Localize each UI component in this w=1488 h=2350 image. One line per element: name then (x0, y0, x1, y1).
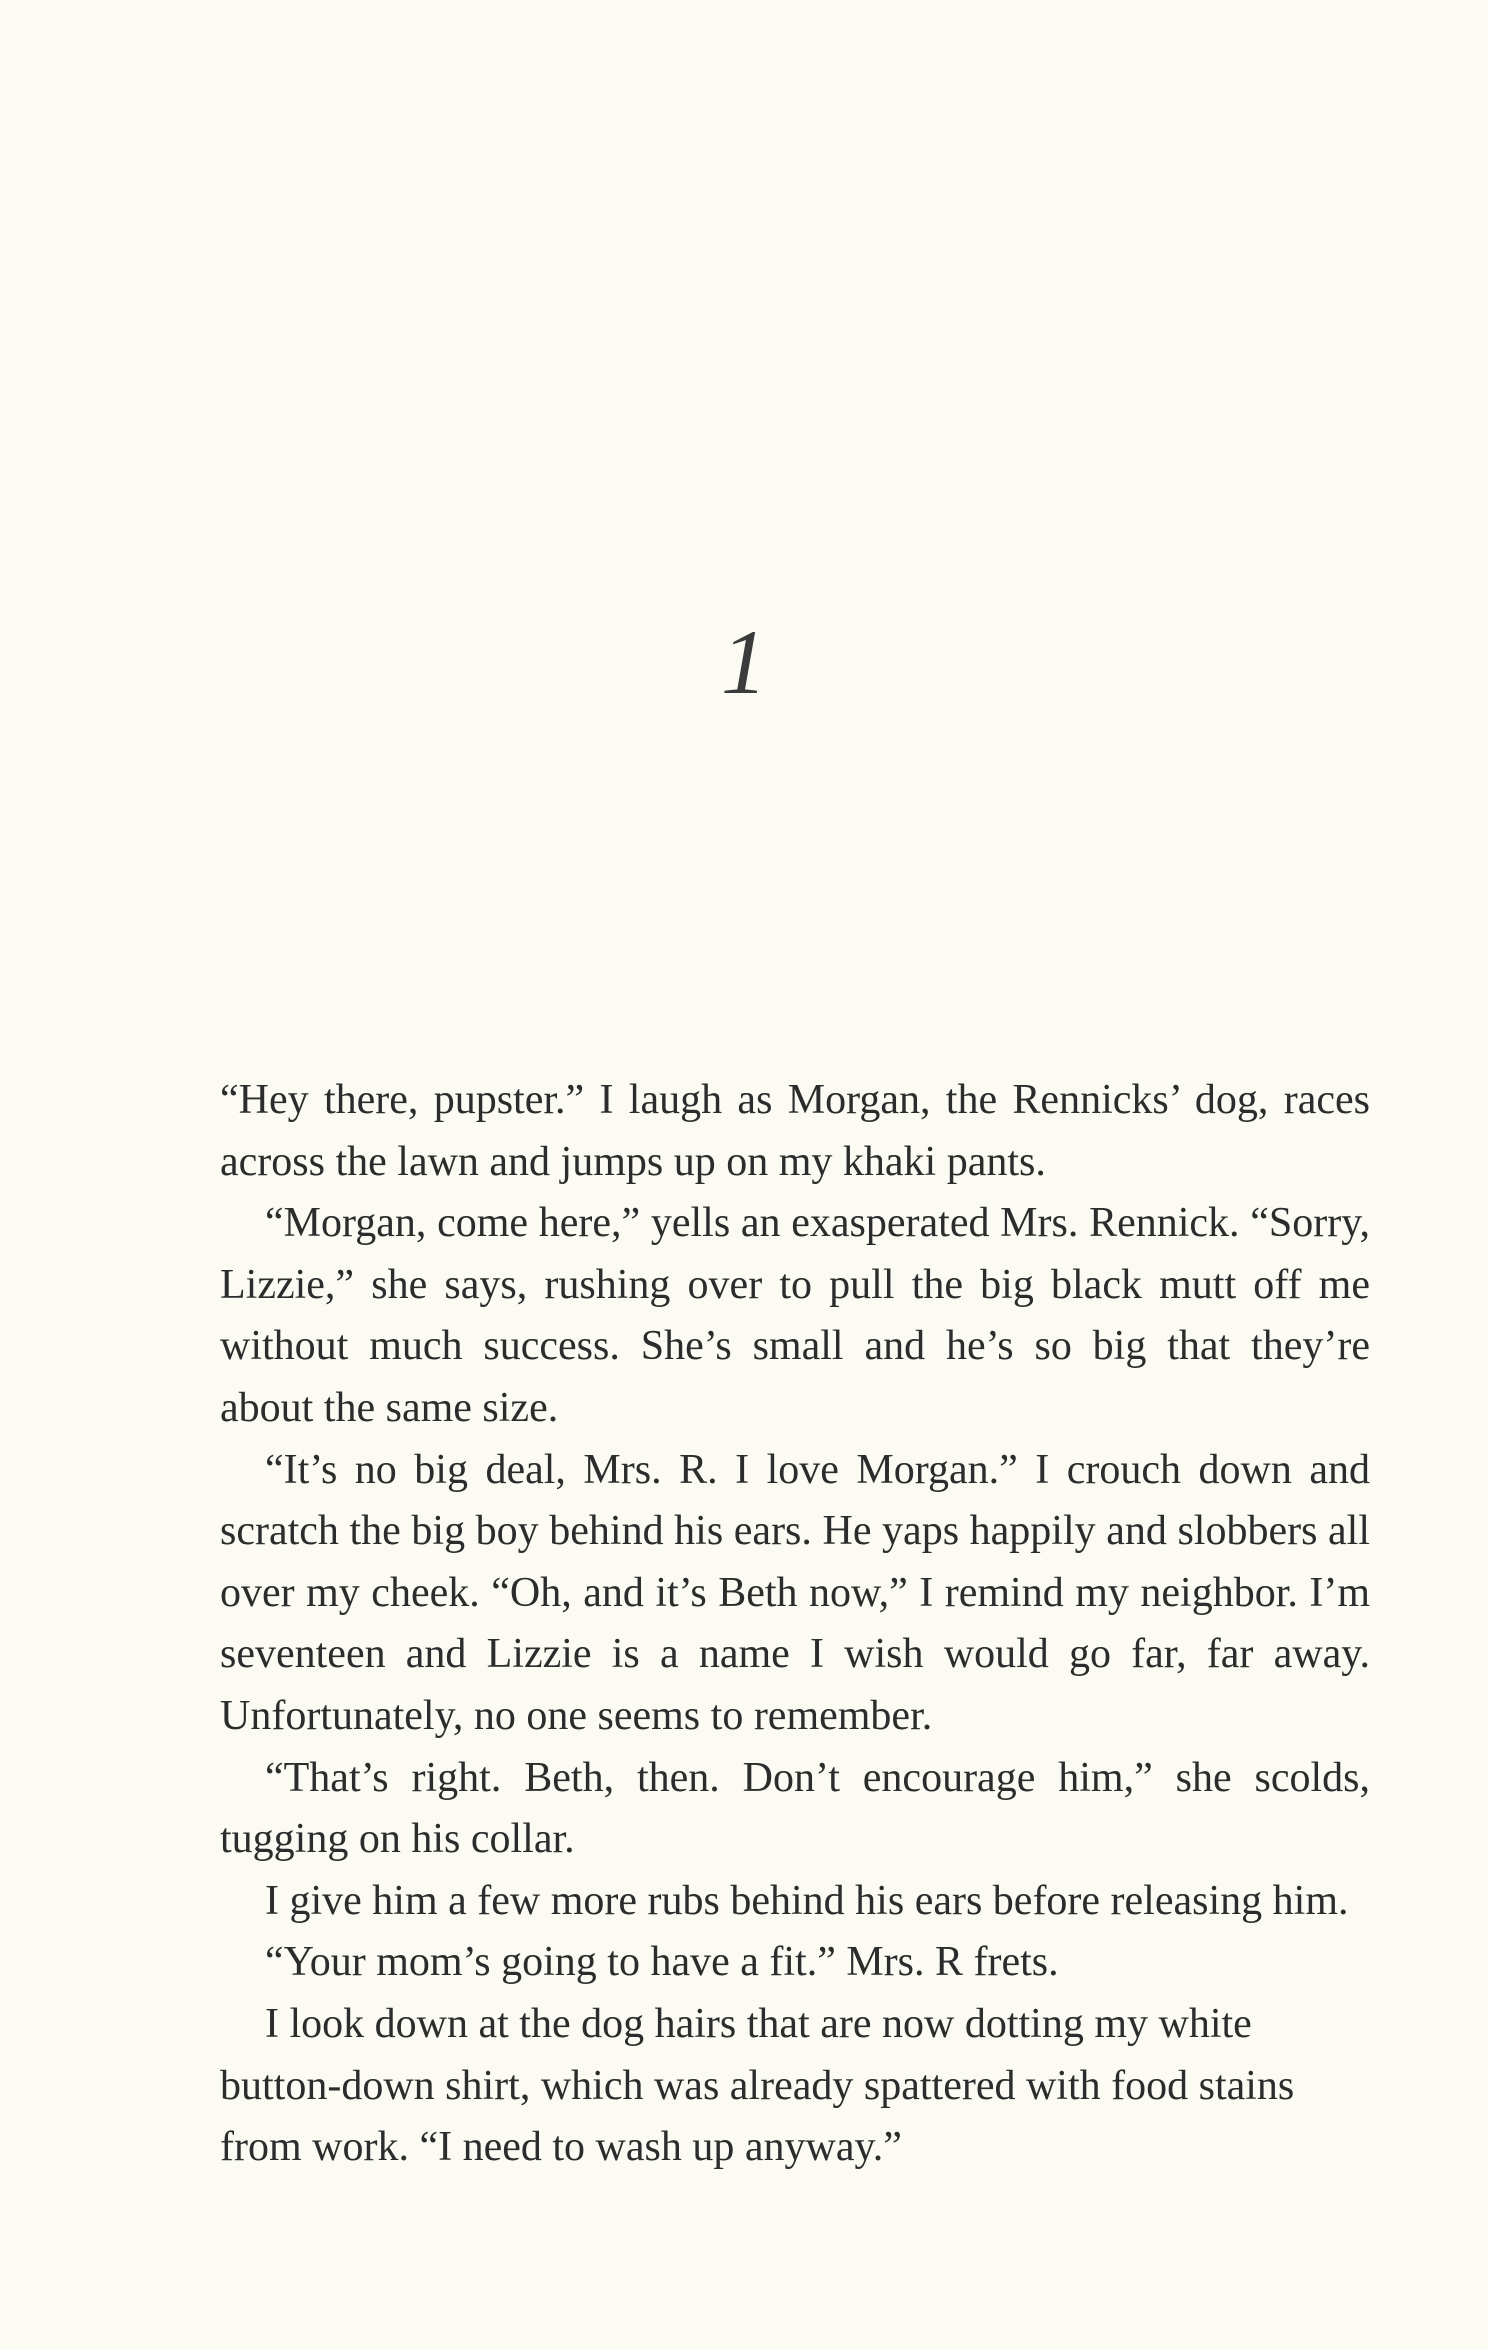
paragraph-3: “It’s no big deal, Mrs. R. I love Morgan.” I crouch down and scratch the big boy behind his ears. He yaps happily and slobbers all over my cheek. “Oh, and it’s Beth now,” I remind my neighbor. I’m seventeen and Lizzie is a name I wish would go far, far away. Unfortunately, no one seems to remember. (220, 1446, 1370, 1739)
paragraph-1: “Hey there, pupster.” I laugh as Morgan, the Rennicks’ dog, races across the lawn and jumps up on my khaki pants. (220, 1077, 1370, 1185)
paragraph-2: “Morgan, come here,” yells an exasperated Mrs. Rennick. “Sorry, Lizzie,” she says, rushing over to pull the big black mutt off me without much success. She’s small and he’s so big that they’re about the same size. (220, 1200, 1370, 1431)
paragraph-6: “Your mom’s going to have a fit.” Mrs. R frets. (265, 1939, 1059, 1986)
paragraph-5: I give him a few more rubs behind his ears before releasing him. (265, 1877, 1349, 1924)
chapter-number: 1 (721, 611, 767, 713)
paragraph-7: I look down at the dog hairs that are now dotting my white button-down shirt, which was already spattered with food stains from work. “I need to wash up anyway.” (220, 2000, 1295, 2171)
paragraph-4: “That’s right. Beth, then. Don’t encourage him,” she scolds, tugging on his collar. (220, 1754, 1370, 1863)
chapter-body (220, 1070, 1370, 2179)
